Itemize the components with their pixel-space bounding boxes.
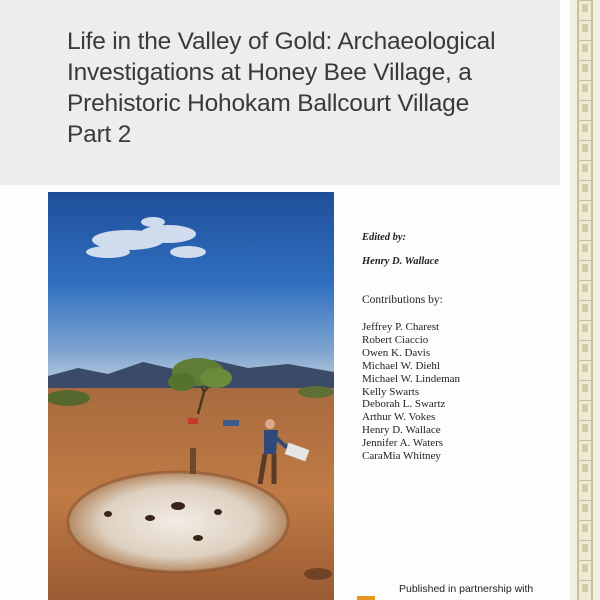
credits-block [362,232,460,463]
contributor: Michael W. Lindeman [362,372,461,385]
shrub [298,386,334,398]
shrub [48,390,90,406]
contributor: Kelly Swarts [362,385,420,398]
edited-by-label: Edited by: [362,232,407,243]
book-title [67,26,547,150]
contributor: Jennifer A. Waters [362,437,444,450]
greek-key-ornament [577,0,593,600]
title-line-3: Prehistoric Hohokam Ballcourt Village [67,90,470,117]
cover-photo [48,192,334,600]
contributor: Jeffrey P. Charest [362,321,440,333]
contributor: Henry D. Wallace [362,424,441,437]
contributor: Robert Ciaccio [362,333,429,346]
equipment [188,418,198,424]
title-line-2: Investigations at Honey Bee Village, a [67,59,472,86]
survey-post [190,448,196,474]
editor-name: Henry D. Wallace [362,256,439,267]
contributor: Deborah L. Swartz [362,398,446,411]
contributions-label: Contributions by: [362,294,443,306]
decorative-border [570,0,600,600]
contributors-list [362,321,460,463]
equipment [223,420,239,426]
publisher-logo [357,596,375,600]
title-line-4: Part 2 [67,121,132,148]
title-line-1: Life in the Valley of Gold: Archaeological [67,28,496,55]
contributor: CaraMia Whitney [362,450,441,463]
contributor: Owen K. Davis [362,346,431,359]
publisher-note: Published in partnership with [399,583,534,595]
contributor: Arthur W. Vokes [362,411,436,424]
contributor: Michael W. Diehl [362,359,440,372]
